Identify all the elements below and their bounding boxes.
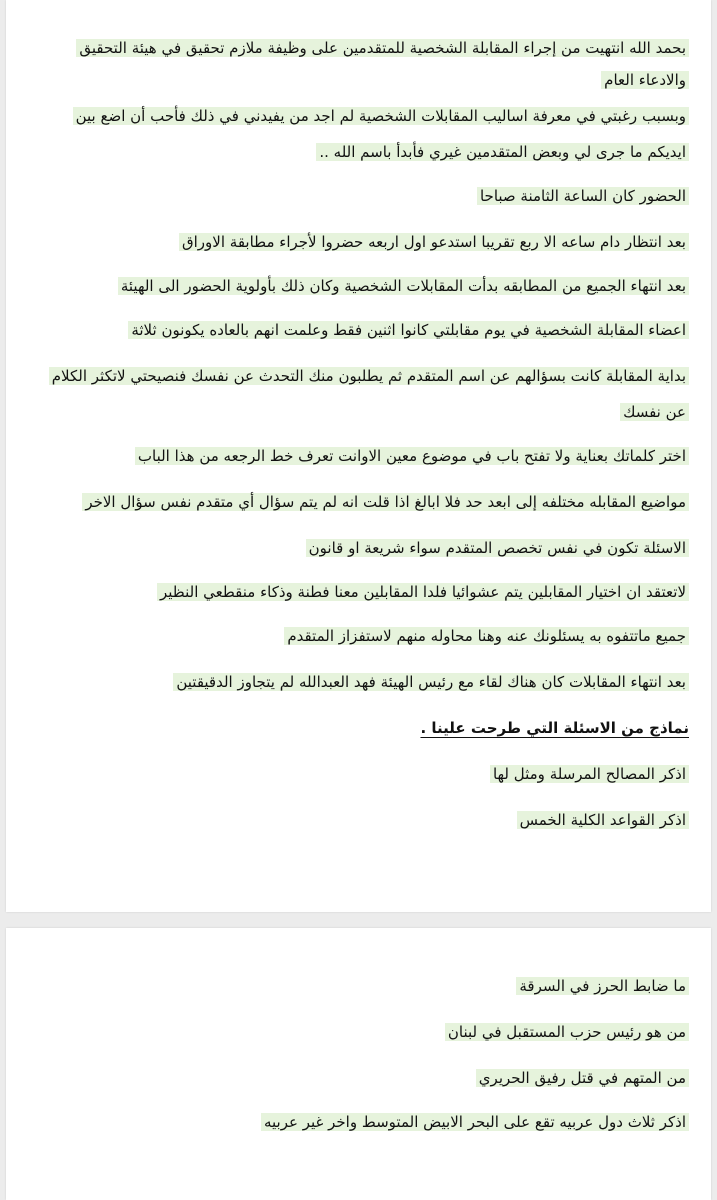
paragraph-line: بحمد الله انتهيت من إجراء المقابلة الشخصية للمتقدمين على وظيفة ملازم تحقيق في هيئة التحقيق [76,34,689,62]
paragraph-line: لاتعتقد ان اختيار المقابلين يتم عشوائيا فلدا المقابلين معنا فطنة وذكاء منقطعي النظير [157,578,689,606]
paragraph-line: مواضيع المقابله مختلفه إلى ابعد حد فلا ابالغ اذا قلت انه لم يتم سؤال أي متقدم نفس سؤال الاخر [82,488,689,516]
paragraph-line: اختر كلماتك بعناية ولا تفتح باب في موضوع معين الاوانت تعرف خط الرجعه من هذا الباب [135,442,689,470]
paragraph-line: ايديكم ما جرى لي وبعض المتقدمين غيري فأبدأ باسم الله .. [316,138,689,166]
paragraph-line: اعضاء المقابلة الشخصية في يوم مقابلتي كانوا اثنين فقط وعلمت انهم بالعاده يكونون ثلاثة [128,316,689,344]
paragraph-line: بعد انتهاء المقابلات كان هناك لقاء مع رئيس الهيئة فهد العبدالله لم يتجاوز الدقيقتين [173,668,689,696]
paragraph-line: بداية المقابلة كانت بسؤالهم عن اسم المتقدم ثم يطلبون منك التحدث عن نفسك فنصيحتي لاتكثر الكلام [49,362,689,390]
paragraph-line: بعد انتظار دام ساعه الا ربع تقريبا استدعو اول اربعه حضروا لأجراء مطابقة الاوراق [179,228,689,256]
question-line: ما ضابط الحرز في السرقة [516,972,689,1000]
question-line: اذكر القواعد الكلية الخمس [517,806,689,834]
paragraph-line: عن نفسك [620,398,689,426]
question-line: اذكر ثلاث دول عربيه تقع على البحر الابيض المتوسط واخر غير عربيه [261,1108,689,1136]
document-page-1 [6,0,711,912]
paragraph-line: وبسبب رغبتي في معرفة اساليب المقابلات الشخصية لم اجد من يفيدني في ذلك فأحب أن اضع بين [73,102,689,130]
paragraph-line: بعد انتهاء الجميع من المطابقه بدأت المقابلات الشخصية وكان ذلك بأولوية الحضور الى الهيئة [118,272,689,300]
question-line: من المتهم في قتل رفيق الحريري [476,1064,689,1092]
paragraph-line: والادعاء العام [601,66,689,94]
question-line: من هو رئيس حزب المستقبل في لبنان [445,1018,689,1046]
document-page-2 [6,928,711,1200]
paragraph-line: جميع ماتتفوه به يسئلونك عنه وهنا محاوله منهم لاستفزاز المتقدم [284,622,689,650]
paragraph-line: الحضور كان الساعة الثامنة صباحا [477,182,689,210]
question-line: اذكر المصالح المرسلة ومثل لها [490,760,689,788]
section-heading: نماذج من الاسئلة التي طرحت علينا . [420,719,689,737]
paragraph-line: الاسئلة تكون في نفس تخصص المتقدم سواء شريعة او قانون [306,534,689,562]
